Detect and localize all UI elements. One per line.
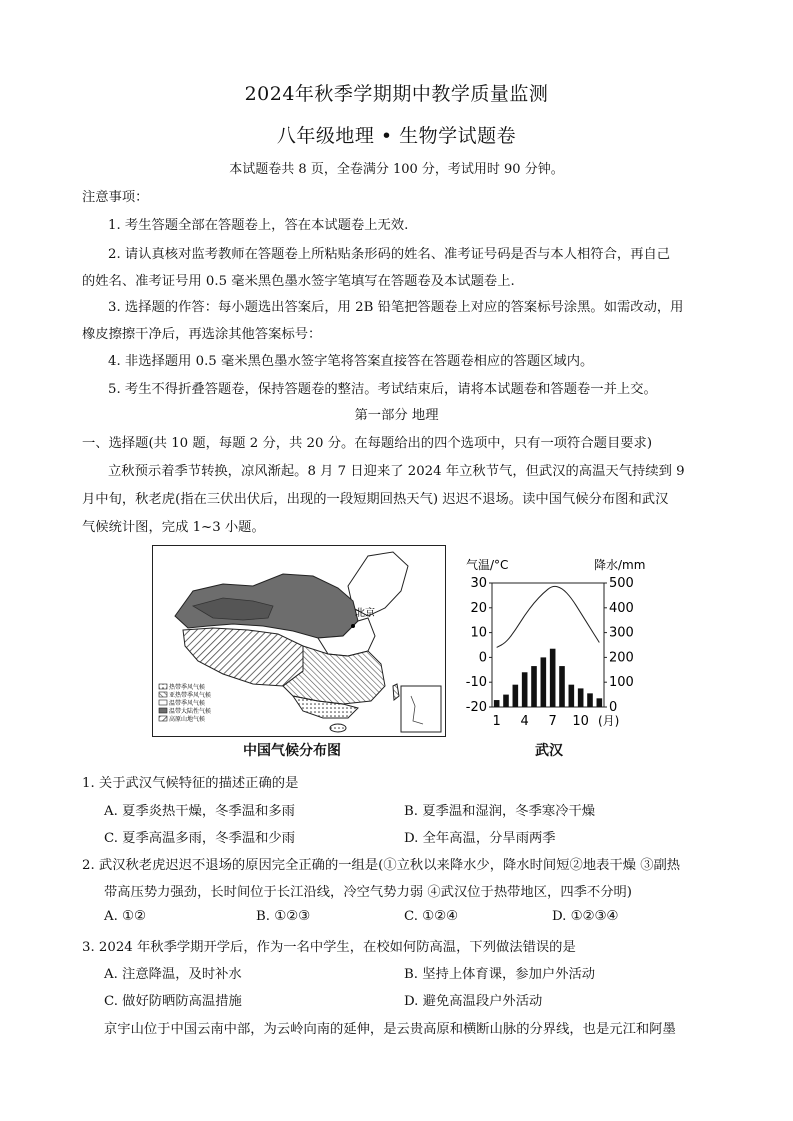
notice-heading: 注意事项： xyxy=(82,190,149,205)
page-subtitle: 八年级地理 • 生物学试题卷 xyxy=(276,125,517,147)
precip-tick-label: 500 xyxy=(609,576,634,591)
precip-bar xyxy=(541,657,547,707)
map-legend xyxy=(159,683,211,723)
precip-tick-label: 100 xyxy=(609,675,634,691)
passage-line: 月中旬，秋老虎(指在三伏出伏后，出现的一段短期回热天气) 迟迟不退场。读中国气候分布图和武汉 xyxy=(82,492,669,507)
wuhan-climate-chart xyxy=(458,553,648,743)
temp-tick-label: 0 xyxy=(478,650,487,666)
precip-bar xyxy=(522,672,528,707)
option-a: A. 夏季炎热干燥，冬季温和多雨 xyxy=(104,804,295,819)
question-stem-cont: 带高压势力强劲，长时间位于长江沿线，冷空气势力弱 ④武汉位于热带地区，四季不分明) xyxy=(104,885,632,900)
precip-tick-label: 400 xyxy=(609,600,634,616)
precip-bar xyxy=(550,649,556,707)
notice-line: 1. 考生答题全部在答题卷上，答在本试题卷上无效. xyxy=(108,218,409,233)
temp-tick-label: 30 xyxy=(470,576,487,591)
notice-line: 2. 请认真核对监考教师在答题卷上所粘贴条形码的姓名、准考证号码是否与本人相符合，再自己 xyxy=(108,247,671,262)
temp-tick-label: 20 xyxy=(470,600,487,616)
legend-item: 温带季风气候 xyxy=(169,700,206,707)
temp-tick-label: 10 xyxy=(470,625,487,641)
map-city-label: 北京 xyxy=(355,608,375,619)
question-stem: 2. 武汉秋老虎迟迟不退场的原因完全正确的一组是(①立秋以来降水少，降水时间短②地表干燥 ③副热 xyxy=(82,858,681,873)
notice-line: 4. 非选择题用 0.5 毫米黑色墨水签字笔将答案直接答在答题卷相应的答题区域内。 xyxy=(108,354,594,369)
precip-bar xyxy=(494,700,500,707)
question-stem: 3. 2024 年秋季学期开学后，作为一名中学生，在校如何防高温，下列做法错误的是 xyxy=(82,940,576,955)
month-tick-label: 4 xyxy=(520,714,529,729)
notice-line: 3. 选择题的作答：每小题选出答案后，用 2B 铅笔把答题卷上对应的答案标号涂黑。如需改动，用 xyxy=(108,300,684,315)
option-b: B. 夏季温和湿润，冬季寒冷干燥 xyxy=(404,804,596,819)
legend-item: 高原山地气候 xyxy=(169,716,206,723)
option-a: A. ①② xyxy=(104,909,146,924)
precip-tick-label: 200 xyxy=(609,650,634,666)
precip-bar xyxy=(578,688,584,707)
x-axis-unit-label: (月) xyxy=(598,714,620,728)
china-climate-map xyxy=(152,545,446,737)
precip-bar xyxy=(559,666,565,707)
passage-line: 立秋预示着季节转换，凉风渐起。8 月 7 日迎来了 2024 年立秋节气，但武汉的高温天气持续到 9 xyxy=(108,464,685,479)
option-a: A. 注意降温，及时补水 xyxy=(104,967,242,982)
temperature-line xyxy=(497,586,600,647)
page-title: 2024年秋季学期期中教学质量监测 xyxy=(244,83,549,105)
passage-line: 气候统计图，完成 1~3 小题。 xyxy=(82,520,265,535)
option-c: C. 做好防晒防高温措施 xyxy=(104,994,242,1009)
option-d: D. ①②③④ xyxy=(552,909,619,924)
option-c: C. ①②④ xyxy=(404,909,458,924)
option-c: C. 夏季高温多雨，冬季温和少雨 xyxy=(104,831,296,846)
option-b: B. ①②③ xyxy=(256,909,310,924)
precip-tick-label: 300 xyxy=(609,625,634,641)
precip-bar xyxy=(503,695,509,707)
month-tick-label: 10 xyxy=(572,714,589,729)
legend-item: 温带大陆性气候 xyxy=(169,708,212,715)
map-drawing xyxy=(153,546,445,736)
option-d: D. 避免高温段户外活动 xyxy=(404,994,543,1009)
notice-line: 的姓名、准考证号用 0.5 毫米黑色墨水签字笔填写在答题卷及本试题卷上. xyxy=(82,274,515,289)
legend-item: 亚热带季风气候 xyxy=(169,692,212,699)
chart-right-axis-label: 降水/mm xyxy=(594,558,646,572)
precip-bar xyxy=(513,685,519,707)
month-tick-label: 7 xyxy=(548,714,557,729)
temp-tick-label: -20 xyxy=(465,700,487,715)
temp-tick-label: -10 xyxy=(465,675,487,691)
chart-plot-frame xyxy=(492,583,604,707)
precip-bar xyxy=(597,698,603,707)
option-d: D. 全年高温，分旱雨两季 xyxy=(404,831,556,846)
month-tick-label: 1 xyxy=(492,714,501,729)
section-heading: 一、选择题(共 10 题，每题 2 分，共 20 分。在每题给出的四个选项中，只有一项符合题目要求) xyxy=(82,436,653,451)
question-stem: 1. 关于武汉气候特征的描述正确的是 xyxy=(82,776,299,791)
next-passage: 京宇山位于中国云南中部，为云岭向南的延伸，是云贵高原和横断山脉的分界线，也是元江和阿墨 xyxy=(104,1022,676,1037)
part-title: 第一部分 地理 xyxy=(354,408,439,423)
precip-tick-label: 0 xyxy=(609,700,618,715)
legend-item: 热带季风气候 xyxy=(169,684,206,691)
precip-bar xyxy=(531,666,537,707)
notice-line: 5. 考生不得折叠答题卷，保持答题卷的整洁。考试结束后，请将本试题卷和答题卷一并上交。 xyxy=(108,382,657,397)
chart-title: 武汉 xyxy=(535,743,563,759)
precip-bar xyxy=(569,685,575,707)
notice-line: 橡皮擦擦干净后，再选涂其他答案标号： xyxy=(82,327,322,342)
precip-bar xyxy=(587,693,593,707)
chart-left-axis-label: 气温/°C xyxy=(466,558,509,572)
exam-intro: 本试题卷共 8 页，全卷满分 100 分，考试用时 90 分钟。 xyxy=(229,162,564,177)
map-caption: 中国气候分布图 xyxy=(243,743,341,759)
option-b: B. 坚持上体育课，参加户外活动 xyxy=(404,967,596,982)
